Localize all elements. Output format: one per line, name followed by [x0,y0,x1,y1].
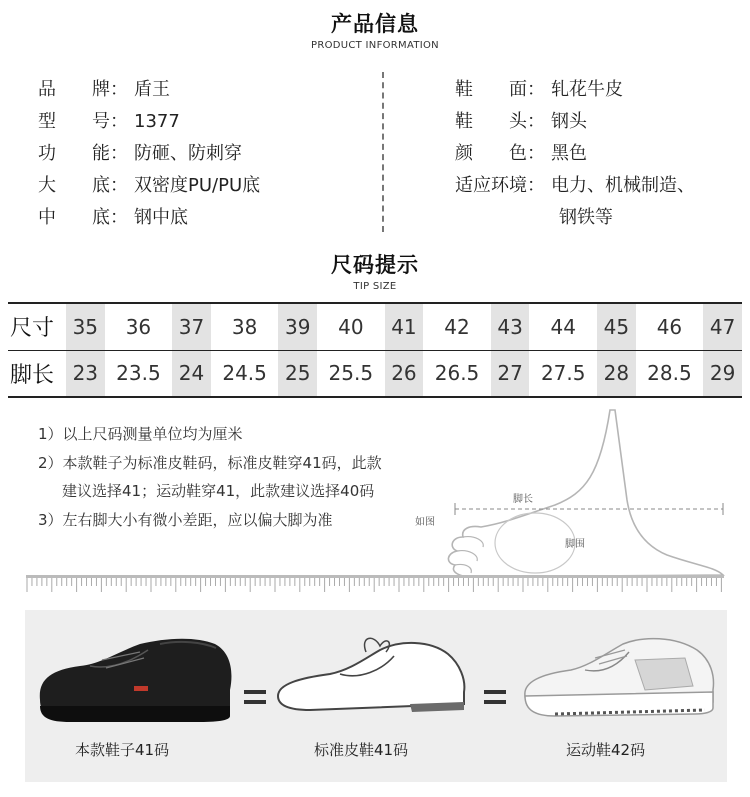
info-value: 双密度PU/PU底 [134,175,261,196]
info-value: 防砸、防刺穿 [134,143,242,164]
note-3: 3）左右脚大小有微小差距，应以偏大脚为准 [38,510,333,529]
size-tip-subtitle: TIP SIZE [353,281,397,292]
foot-length-cell: 25 [278,350,317,397]
size-cell: 37 [172,303,211,350]
size-cell: 46 [636,303,704,350]
info-value: 盾王 [134,79,170,100]
size-cell: 40 [317,303,385,350]
info-value: 1377 [134,111,180,132]
foot-length-cell: 26.5 [434,361,480,386]
info-key: 中 底： [38,207,128,228]
info-value: 轧花牛皮 [551,79,623,100]
size-cell: 39 [278,303,317,350]
foot-length-row [8,350,742,397]
size-cell: 42 [423,303,491,350]
info-key: 品 牌： [38,79,128,100]
foot-length-cell: 27.5 [540,361,586,386]
foot-measure-diagram [405,405,735,583]
foot-length-cell: 24.5 [222,361,267,386]
info-divider [382,72,384,232]
info-value: 钢头 [551,111,587,132]
size-cell: 38 [211,303,279,350]
foot-length-cell: 25.5 [328,361,374,386]
info-value: 电力、机械制造、 [551,175,695,196]
size-cell: 45 [597,303,636,350]
size-cell: 47 [703,303,742,350]
foot-length-cell: 28.5 [647,361,692,386]
size-cell: 36 [105,303,173,350]
foot-length-cell: 27 [491,350,530,397]
foot-length-row-label: 脚长 [10,362,55,388]
size-table [8,302,742,398]
leather-shoe-icon [270,630,480,725]
info-key: 功 能： [38,143,128,164]
example-label: 如图 [415,517,435,528]
foot-length-cell: 26 [385,350,424,397]
size-cell: 44 [529,303,597,350]
foot-girth-oval [495,513,575,573]
info-key: 鞋 面： [455,79,545,100]
ruler-graphic [26,575,724,593]
info-value: 黑色 [551,143,587,164]
foot-length-cell: 23 [66,350,105,397]
note-2-cont: 建议选择41；运动鞋穿41，此款建议选择40码 [62,482,375,500]
info-key: 鞋 头： [455,111,545,132]
foot-length-cell: 24 [172,350,211,397]
product-info-title: 产品信息 [331,12,419,36]
caption-sneaker: 运动鞋42码 [566,741,646,759]
size-tip-title: 尺码提示 [331,253,419,277]
foot-outline-icon [448,410,723,577]
note-2: 2）本款鞋子为标准皮鞋码，标准皮鞋穿41码，此款 [38,453,382,472]
foot-girth-label: 脚围 [565,539,585,550]
info-key: 颜 色： [455,143,545,164]
info-key: 型 号： [38,111,128,132]
size-cell: 43 [491,303,530,350]
size-tip-header [0,249,750,292]
sneaker-icon [515,630,725,725]
foot-length-cell: 23.5 [116,361,161,386]
equals-sign-icon [484,690,506,704]
info-value: 钢中底 [134,207,188,228]
foot-length-cell: 28 [597,350,636,397]
black-safety-shoe-icon [30,630,240,730]
foot-length-label: 脚长 [513,494,533,505]
caption-this-shoe: 本款鞋子41码 [75,741,170,759]
size-notes [38,420,382,534]
info-value: 钢铁等 [559,207,613,228]
product-info-subtitle: PRODUCT INFORMATION [311,40,439,51]
size-cell: 35 [66,303,105,350]
foot-length-cell: 29 [703,350,742,397]
equals-sign-icon [244,690,266,704]
size-row-label: 尺寸 [8,303,66,350]
info-key: 大 底： [38,175,128,196]
size-cell: 41 [385,303,424,350]
info-key: 适应环境： [455,175,545,196]
product-info-header [0,8,750,51]
caption-leather-shoe: 标准皮鞋41码 [314,741,409,759]
size-row [8,303,742,350]
note-1: 1）以上尺码测量单位均为厘米 [38,425,243,443]
